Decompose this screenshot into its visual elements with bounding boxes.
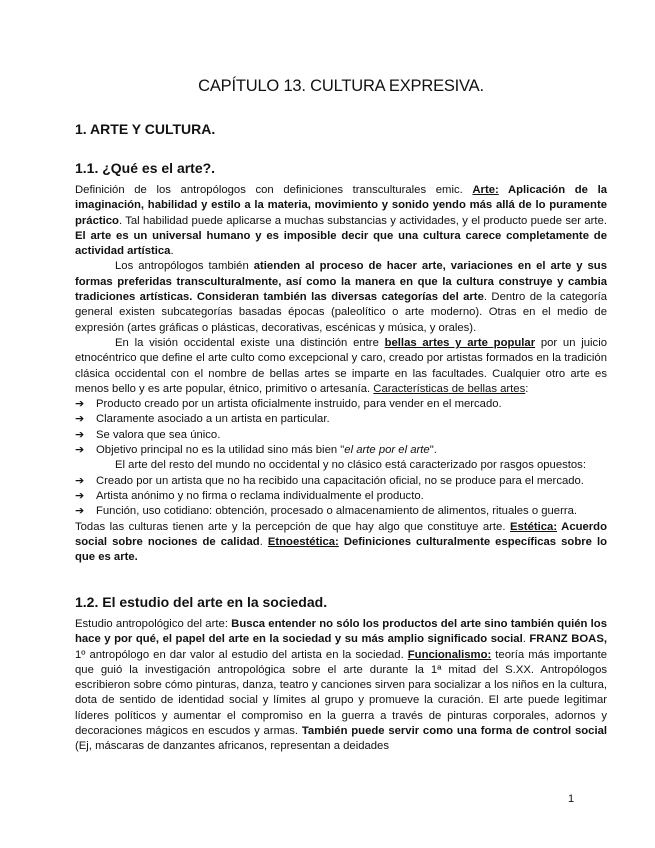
fine-arts-list bbox=[75, 397, 607, 458]
section-1-2-body bbox=[75, 617, 607, 755]
section-1-1-body bbox=[75, 183, 607, 565]
non-western-list bbox=[75, 474, 607, 520]
section-heading-1-2: 1.2. El estudio del arte en la sociedad. bbox=[75, 594, 328, 610]
paragraph-study: Estudio antropológico del arte: Busca entender no sólo los productos del arte sino también quién los hace y por qué, el papel del arte en la sociedad y su más amplio significado social. FRANZ BOAS, 1º antropólogo en dar valor al estudio del artista en la sociedad. Funcionalismo: teoría más importante que guió la investigación antropológica sobre el arte durante la 1ª mitad del S.XX. Antropólogos escribieron sobre cómo pinturas, danza, teatro y canciones sirven para socializar a los niños en la cultura, dota de sentido de identidad social y límites al grupo y promueve la curación. El arte puede legitimar líderes políticos y aumentar el compromiso en la guerra a través de pinturas corporales, adornos y decoraciones mágicos en escudos y armas. También puede servir como una forma de control social (Ej, máscaras de danzantes africanos, representan a deidades bbox=[75, 618, 608, 753]
arrow-icon: ➔ bbox=[75, 489, 85, 502]
term-etnoestetica: Etnoestética: bbox=[267, 535, 339, 548]
term-funcionalismo: Funcionalismo: bbox=[407, 648, 492, 661]
list-item: ➔ Claramente asociado a un artista en particular. bbox=[75, 412, 607, 427]
list-item: ➔ Creado por un artista que no ha recibido una capacitación oficial, no se produce para el mercado. bbox=[75, 474, 607, 489]
section-heading-1-1: 1.1. ¿Qué es el arte?. bbox=[75, 160, 216, 176]
page-number: 1 bbox=[568, 793, 575, 805]
list-item: ➔ Artista anónimo y no firma o reclama individualmente el producto. bbox=[75, 489, 607, 504]
list-item: ➔ Producto creado por un artista oficialmente instruido, para vender en el mercado. bbox=[75, 397, 607, 412]
paragraph-western-vision: En la visión occidental existe una distinción entre bellas artes y arte popular por un juicio etnocéntrico que define el arte culto como excepcional y caro, creado por artistas formados en la tradición clásica occidental con el nombre de bellas artes se imparte en las facultades. Cualquier otro arte es menos bello y es arte popular, étnico, primitivo o artesanía. Características de bellas artes: bbox=[75, 336, 607, 395]
list-item: ➔ Función, uso cotidiano: obtención, procesado o almacenamiento de alimentos, rituales o guerra. bbox=[75, 504, 607, 519]
arrow-icon: ➔ bbox=[75, 398, 85, 411]
chapter-title: CAPÍTULO 13. CULTURA EXPRESIVA. bbox=[198, 77, 484, 95]
arrow-icon: ➔ bbox=[75, 428, 85, 441]
arrow-icon: ➔ bbox=[75, 474, 85, 487]
paragraph-definition: Definición de los antropólogos con definiciones transculturales emic. Arte: Aplicación de la imaginación, habilidad y estilo a la materia, movimiento y sonido yendo más allá de lo puramente práctico. Tal habilidad puede aplicarse a muchas substancias y actividades, y el producto puede ser arte. El arte es un universal humano y es imposible decir que una cultura carece completamente de actividad artística. bbox=[75, 184, 607, 258]
paragraph-anthropologists: Los antropólogos también atienden al proceso de hacer arte, variaciones en el arte y sus formas preferidas transculturalmente, así como la manera en que la cultura construye y cambia tradiciones artísticas. Consideran también las diversas categorías del arte. Dentro de la categoría general existen subcategorías basadas épocas (paleolítico o arte moderno). Otras en el medio de expresión (artes gráficas o plásticas, decorativas, escénicas y música, y orales). bbox=[75, 260, 607, 334]
list-item: ➔ Se valora que sea único. bbox=[75, 428, 607, 443]
paragraph-non-western: El arte del resto del mundo no occidental y no clásico está caracterizado por rasgos opuestos: bbox=[115, 459, 586, 472]
arrow-icon: ➔ bbox=[75, 444, 85, 457]
term-estetica: Estética: bbox=[509, 520, 558, 533]
term-arte: Arte: bbox=[472, 184, 499, 196]
section-heading-1: 1. ARTE Y CULTURA. bbox=[75, 121, 216, 137]
arrow-icon: ➔ bbox=[75, 413, 85, 426]
term-bellas-artes: bellas artes y arte popular bbox=[384, 336, 536, 349]
arrow-icon: ➔ bbox=[75, 505, 85, 518]
paragraph-aesthetics: Todas las culturas tienen arte y la percepción de que hay algo que constituye arte. Estética: Acuerdo social sobre nociones de calidad. Etnoestética: Definiciones culturalmente específicas sobre lo que es arte. bbox=[75, 520, 607, 564]
list-item: ➔ Objetivo principal no es la utilidad sino más bien "el arte por el arte". bbox=[75, 443, 607, 458]
